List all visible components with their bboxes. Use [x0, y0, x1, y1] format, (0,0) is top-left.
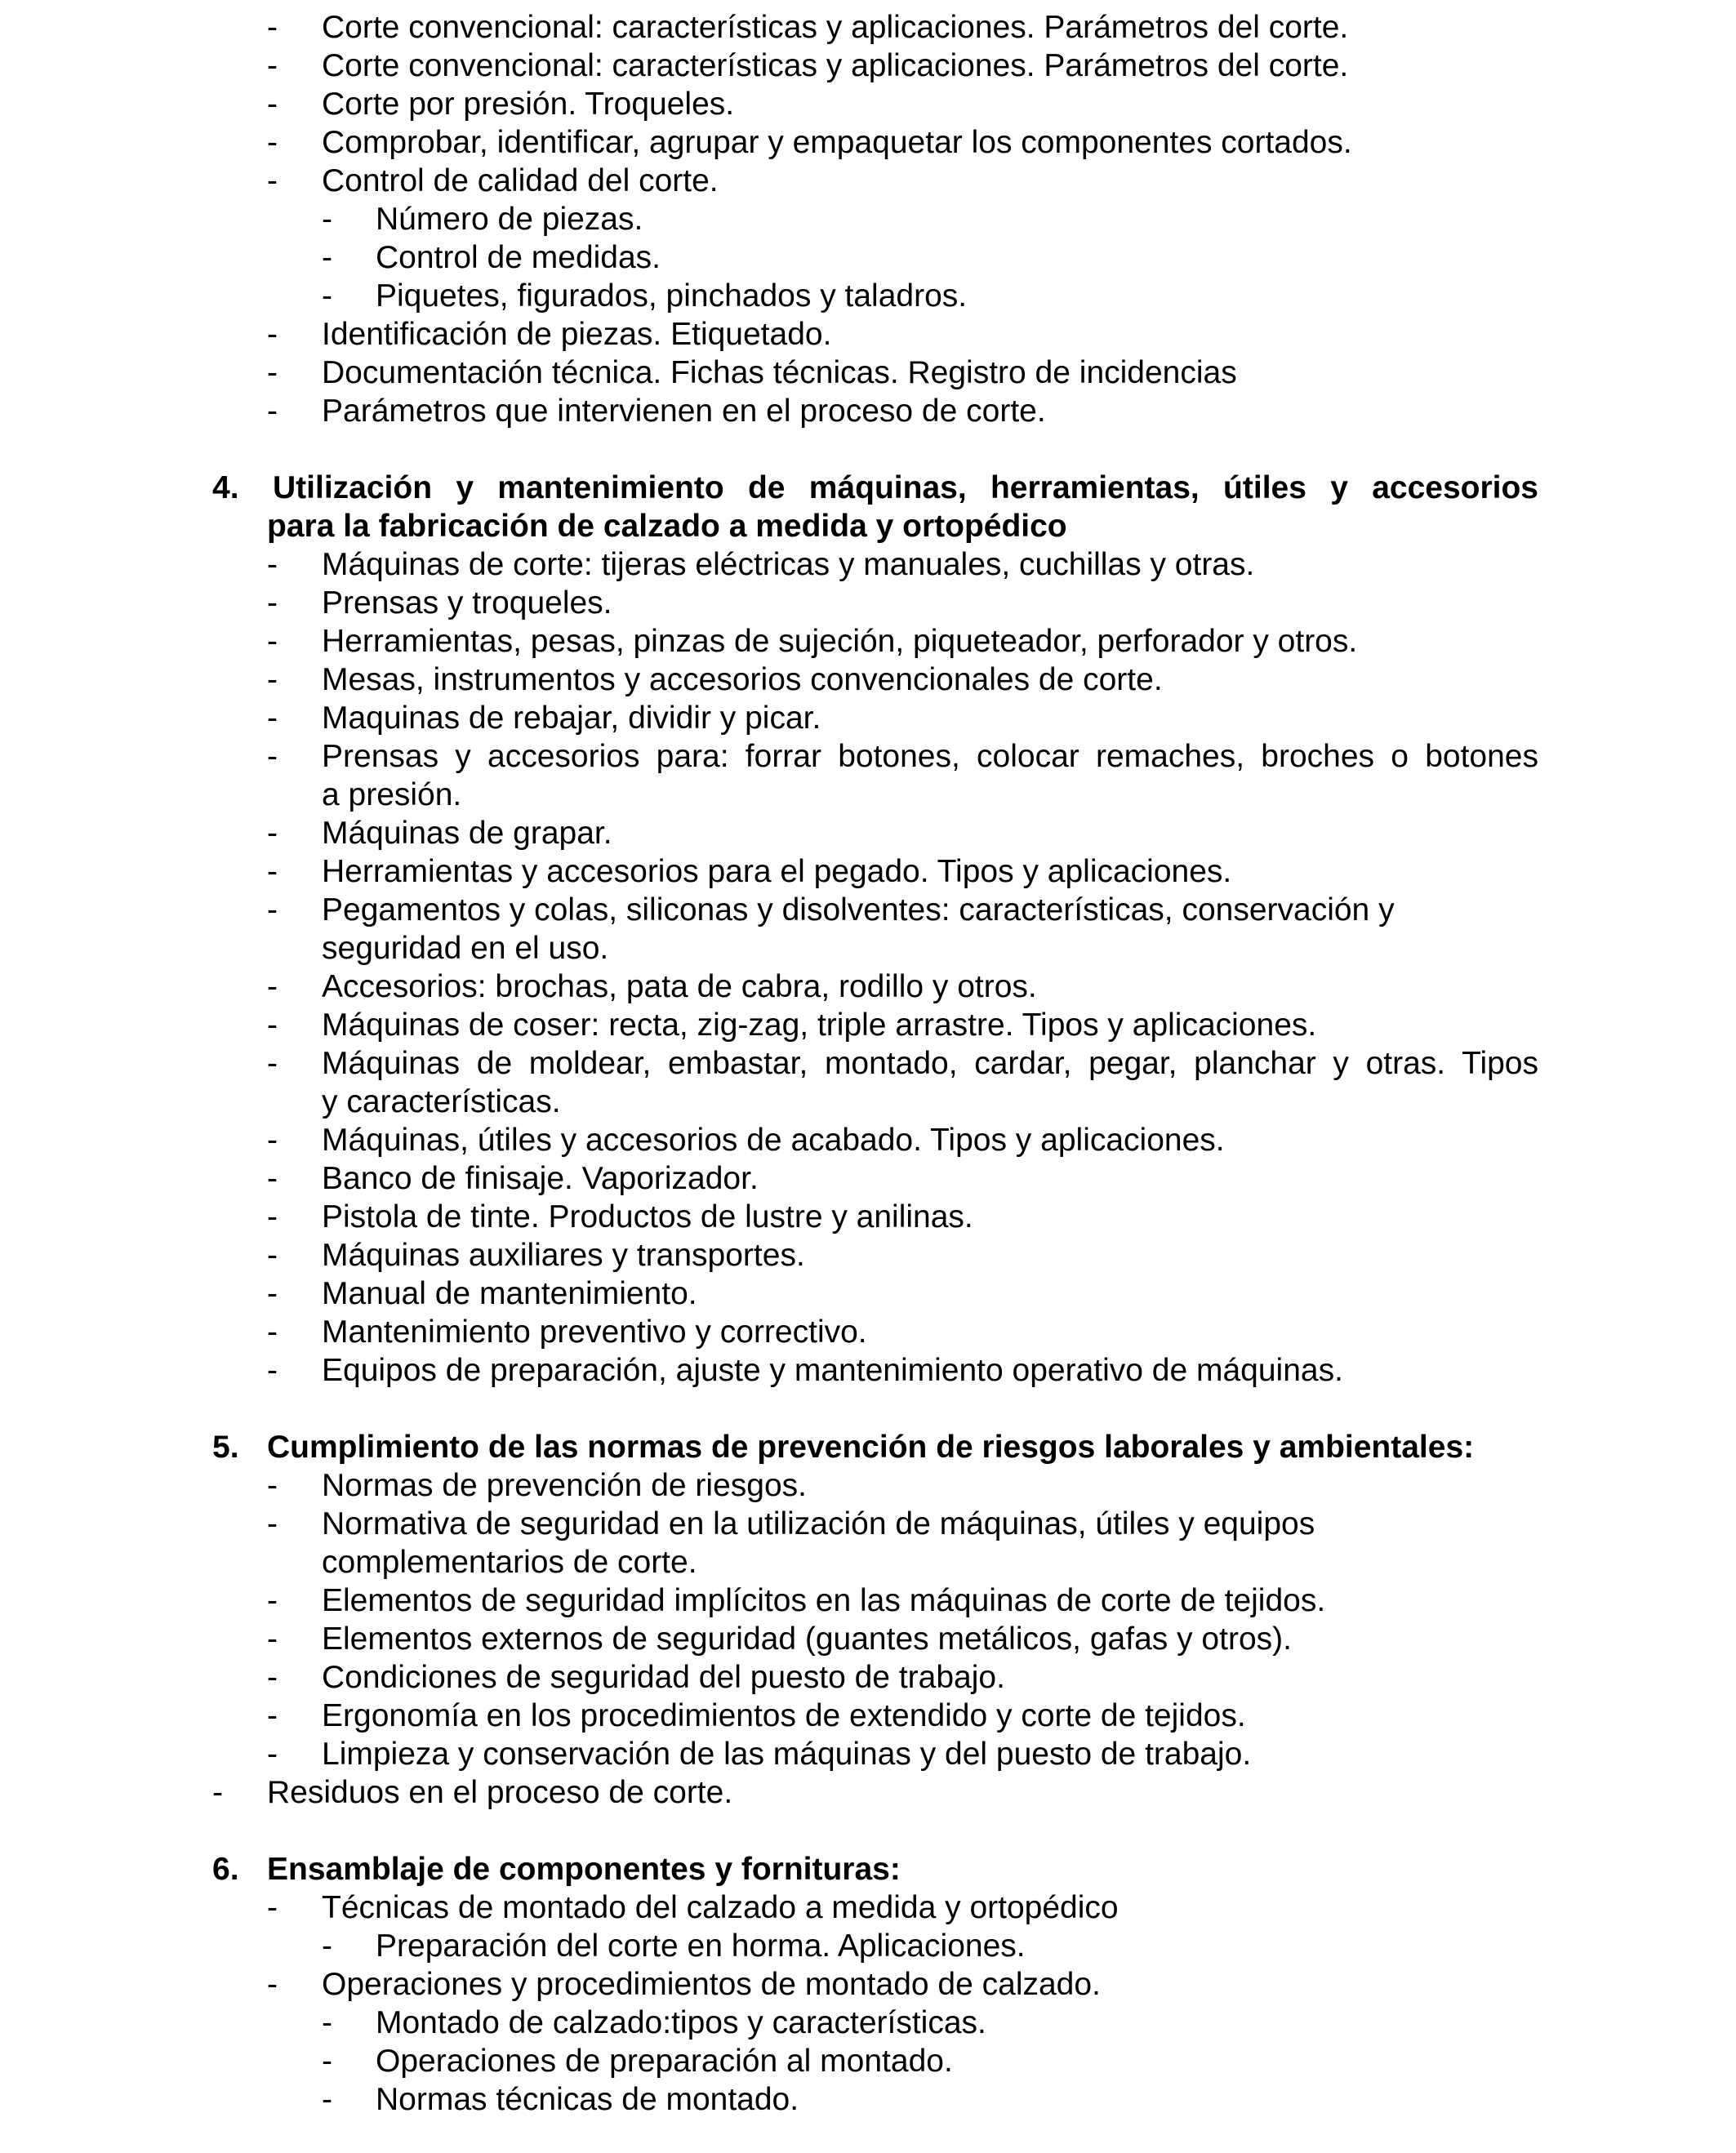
bullet-dash: -: [267, 854, 278, 889]
bullet-dash: -: [267, 1621, 278, 1657]
list-item-text: complementarios de corte.: [322, 1545, 697, 1580]
list-item-text: Documentación técnica. Fichas técnicas. Registro de incidencias: [322, 355, 1237, 390]
list-item-text: Número de piezas.: [376, 202, 643, 237]
list-item-text: y características.: [322, 1084, 561, 1119]
list-item-text: Herramientas y accesorios para el pegado. Tipos y aplicaciones.: [322, 854, 1232, 889]
bullet-dash: -: [267, 1238, 278, 1273]
list-item-text: Máquinas de grapar.: [322, 816, 612, 851]
bullet-dash: -: [267, 355, 278, 390]
bullet-dash: -: [322, 2044, 332, 2079]
list-item-text: Operaciones y procedimientos de montado de calzado.: [322, 1967, 1101, 2002]
list-item-text: Normas de prevención de riesgos.: [322, 1468, 807, 1503]
list-item-text: Equipos de preparación, ajuste y mantenimiento operativo de máquinas.: [322, 1353, 1343, 1388]
bullet-dash: -: [267, 163, 278, 198]
bullet-dash: -: [267, 624, 278, 659]
bullet-dash: -: [267, 1737, 278, 1772]
list-item-text: Normas técnicas de montado.: [376, 2082, 799, 2117]
bullet-dash: -: [267, 394, 278, 429]
bullet-dash: -: [322, 1928, 332, 1964]
bullet-dash: -: [322, 240, 332, 275]
list-item-text: Técnicas de montado del calzado a medida y ortopédico: [322, 1890, 1119, 1925]
list-item-text: Prensas y accesorios para: forrar botones, colocar remaches, broches o botones: [322, 739, 1538, 774]
bullet-dash: -: [267, 701, 278, 736]
bullet-dash: -: [267, 1506, 278, 1541]
section-title: Cumplimiento de las normas de prevención de riesgos laborales y ambientales:: [267, 1430, 1475, 1465]
bullet-dash: -: [267, 87, 278, 122]
bullet-dash: -: [267, 1046, 278, 1081]
list-item-text: Máquinas de coser: recta, zig-zag, triple arrastre. Tipos y aplicaciones.: [322, 1008, 1317, 1043]
list-item-text: Corte convencional: características y aplicaciones. Parámetros del corte.: [322, 10, 1349, 45]
bullet-dash: -: [267, 1314, 278, 1350]
list-item-text: Pistola de tinte. Productos de lustre y anilinas.: [322, 1199, 973, 1234]
list-item-text: Condiciones de seguridad del puesto de trabajo.: [322, 1660, 1005, 1695]
bullet-dash: -: [267, 1123, 278, 1158]
section-number: 6.: [212, 1852, 239, 1887]
list-item-text: Ergonomía en los procedimientos de extendido y corte de tejidos.: [322, 1698, 1246, 1733]
list-item-text: Parámetros que intervienen en el proceso de corte.: [322, 394, 1046, 429]
bullet-dash: -: [267, 317, 278, 352]
list-item-text: Pegamentos y colas, siliconas y disolventes: características, conservación y: [322, 892, 1395, 927]
list-item-text: Residuos en el proceso de corte.: [267, 1775, 733, 1810]
list-item-text: Prensas y troqueles.: [322, 585, 612, 621]
bullet-dash: -: [267, 1199, 278, 1234]
list-item-text: Máquinas de moldear, embastar, montado, cardar, pegar, planchar y otras. Tipos: [322, 1046, 1538, 1081]
bullet-dash: -: [322, 2005, 332, 2040]
bullet-dash: -: [267, 1353, 278, 1388]
bullet-dash: -: [267, 1161, 278, 1196]
list-item-text: Manual de mantenimiento.: [322, 1276, 697, 1311]
bullet-dash: -: [267, 969, 278, 1004]
list-item-text: Corte convencional: características y aplicaciones. Parámetros del corte.: [322, 48, 1349, 83]
list-item-text: Control de calidad del corte.: [322, 163, 719, 198]
bullet-dash: -: [267, 892, 278, 927]
bullet-dash: -: [267, 1698, 278, 1733]
section-number: 5.: [212, 1430, 239, 1465]
bullet-dash: -: [267, 1660, 278, 1695]
list-item-text: Montado de calzado:tipos y características.: [376, 2005, 986, 2040]
list-item-text: Accesorios: brochas, pata de cabra, rodillo y otros.: [322, 969, 1037, 1004]
bullet-dash: -: [267, 816, 278, 851]
list-item-text: Normativa de seguridad en la utilización de máquinas, útiles y equipos: [322, 1506, 1315, 1541]
list-item-text: Banco de finisaje. Vaporizador.: [322, 1161, 759, 1196]
bullet-dash: -: [267, 547, 278, 582]
list-item-text: Comprobar, identificar, agrupar y empaquetar los componentes cortados.: [322, 125, 1352, 160]
section-number: 4.: [212, 470, 239, 505]
bullet-dash: -: [322, 2082, 332, 2117]
list-item-text: a presión.: [322, 777, 462, 812]
bullet-dash: -: [267, 585, 278, 621]
bullet-dash: -: [267, 125, 278, 160]
list-item-text: Máquinas auxiliares y transportes.: [322, 1238, 805, 1273]
list-item-text: Piquetes, figurados, pinchados y taladros.: [376, 278, 968, 314]
bullet-dash: -: [267, 739, 278, 774]
section-title: Ensamblaje de componentes y fornituras:: [267, 1852, 901, 1887]
section-title: para la fabricación de calzado a medida y ortopédico: [267, 509, 1067, 544]
bullet-dash: -: [322, 202, 332, 237]
bullet-dash: -: [267, 10, 278, 45]
list-item-text: Mesas, instrumentos y accesorios convencionales de corte.: [322, 662, 1163, 697]
list-item-text: Maquinas de rebajar, dividir y picar.: [322, 701, 821, 736]
bullet-dash: -: [267, 1468, 278, 1503]
list-item-text: Identificación de piezas. Etiquetado.: [322, 317, 832, 352]
list-item-text: Mantenimiento preventivo y correctivo.: [322, 1314, 867, 1350]
list-item-text: Elementos externos de seguridad (guantes metálicos, gafas y otros).: [322, 1621, 1292, 1657]
list-item-text: Máquinas, útiles y accesorios de acabado. Tipos y aplicaciones.: [322, 1123, 1225, 1158]
list-item-text: seguridad en el uso.: [322, 931, 609, 966]
bullet-dash: -: [322, 278, 332, 314]
list-item-text: Limpieza y conservación de las máquinas y del puesto de trabajo.: [322, 1737, 1252, 1772]
list-item-text: Operaciones de preparación al montado.: [376, 2044, 953, 2079]
section-title: Utilización y mantenimiento de máquinas, herramientas, útiles y accesorios: [273, 470, 1538, 505]
list-item-text: Corte por presión. Troqueles.: [322, 87, 735, 122]
bullet-dash: -: [267, 662, 278, 697]
bullet-dash: -: [267, 48, 278, 83]
list-item-text: Control de medidas.: [376, 240, 661, 275]
bullet-dash: -: [267, 1967, 278, 2002]
bullet-dash: -: [267, 1583, 278, 1618]
bullet-dash: -: [212, 1775, 223, 1810]
bullet-dash: -: [267, 1276, 278, 1311]
list-item-text: Herramientas, pesas, pinzas de sujeción, piqueteador, perforador y otros.: [322, 624, 1358, 659]
list-item-text: Preparación del corte en horma. Aplicaciones.: [376, 1928, 1026, 1964]
bullet-dash: -: [267, 1890, 278, 1925]
list-item-text: Elementos de seguridad implícitos en las máquinas de corte de tejidos.: [322, 1583, 1326, 1618]
list-item-text: Máquinas de corte: tijeras eléctricas y manuales, cuchillas y otras.: [322, 547, 1255, 582]
bullet-dash: -: [267, 1008, 278, 1043]
